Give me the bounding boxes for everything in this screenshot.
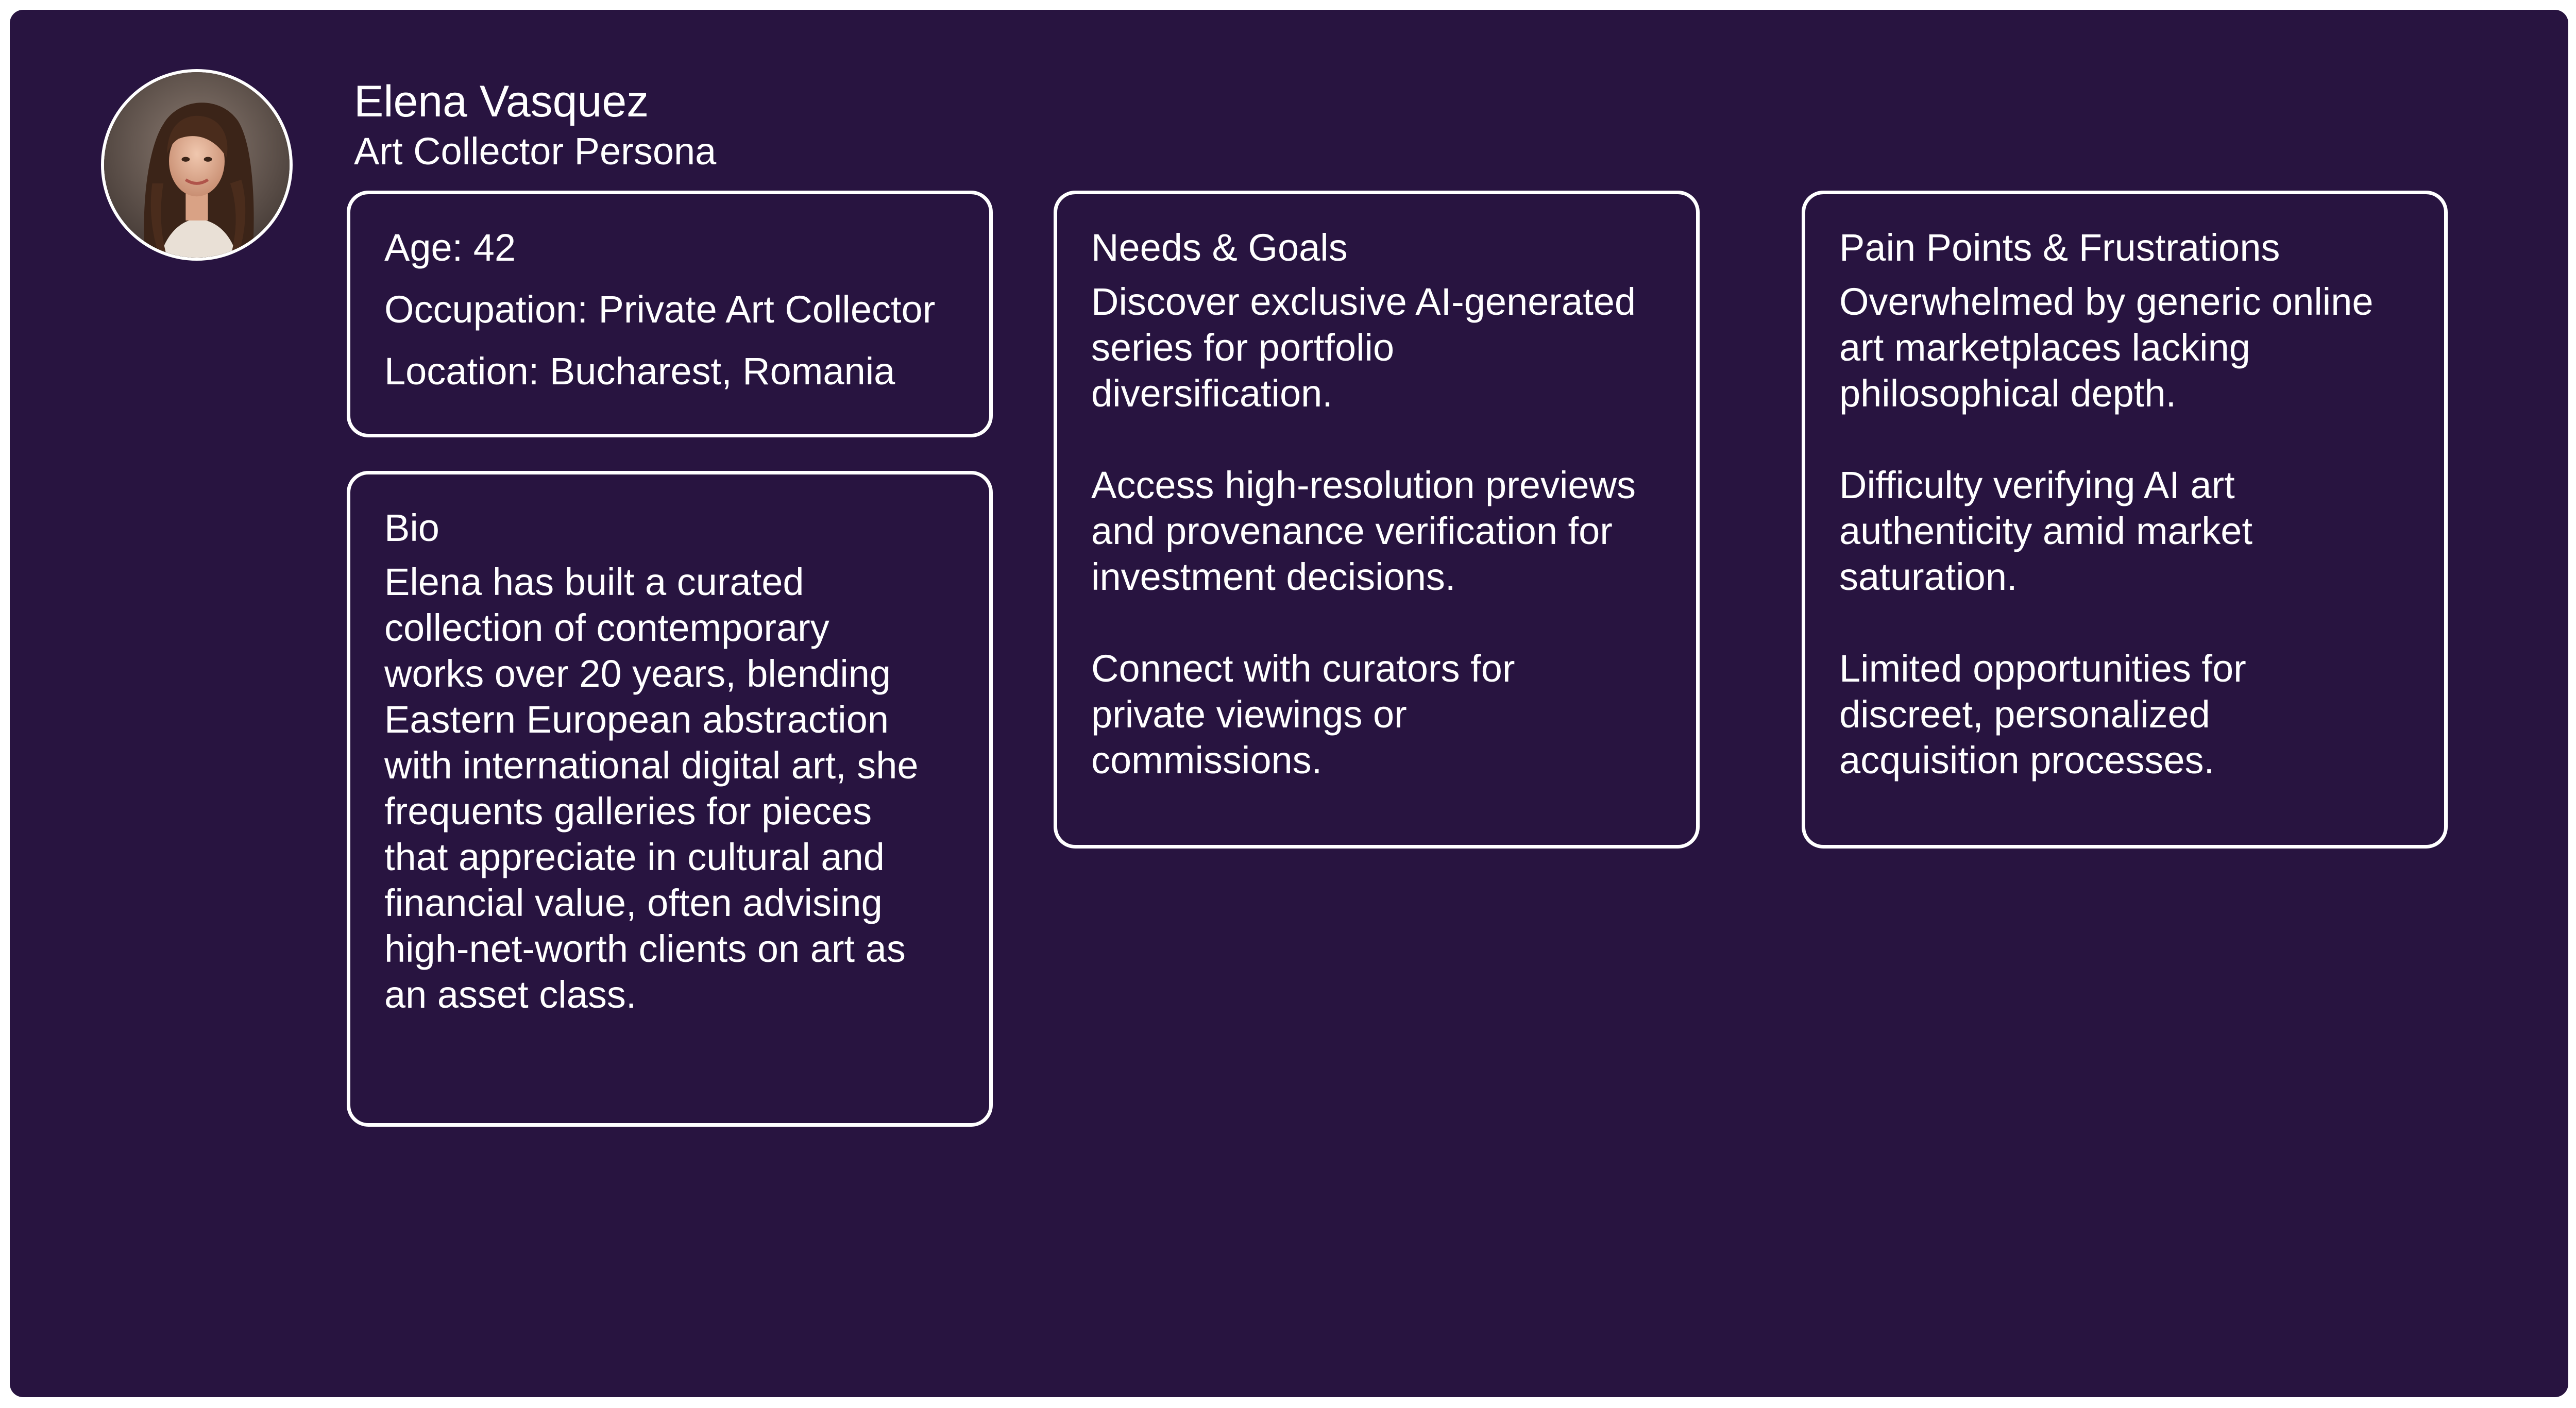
pains-title: Pain Points & Frustrations: [1839, 226, 2280, 269]
pains-item: [1839, 462, 2444, 600]
age-text: Age: 42: [384, 226, 516, 269]
pains-line: saturation.: [1839, 555, 2018, 598]
needs-line: commissions.: [1091, 739, 1323, 782]
persona-name: Elena Vasquez: [354, 77, 649, 126]
bio-line: works over 20 years, blending: [384, 652, 891, 695]
needs-item: [1091, 646, 1696, 783]
bio-line: frequents galleries for pieces: [384, 790, 872, 833]
bio-line: high-net-worth clients on art as: [384, 927, 906, 970]
bio-line: Elena has built a curated: [384, 561, 804, 603]
needs-line: private viewings or: [1091, 693, 1407, 736]
occupation-text: Occupation: Private Art Collector: [384, 288, 936, 331]
persona-canvas: [10, 10, 2568, 1397]
needs-line: Access high-resolution previews: [1091, 464, 1636, 506]
needs-line: investment decisions.: [1091, 555, 1456, 598]
needs-card: [1054, 191, 1700, 849]
needs-item: [1091, 279, 1696, 416]
bio-line: that appreciate in cultural and: [384, 836, 885, 878]
location-text: Location: Bucharest, Romania: [384, 350, 895, 393]
pains-item: [1839, 279, 2444, 416]
bio-line: Eastern European abstraction: [384, 698, 889, 741]
needs-title: Needs & Goals: [1091, 226, 1348, 269]
persona-role: Art Collector Persona: [354, 130, 717, 173]
needs-item: [1091, 462, 1696, 600]
pains-line: Limited opportunities for: [1839, 647, 2246, 690]
pains-line: discreet, personalized: [1839, 693, 2210, 736]
bio-line: collection of contemporary: [384, 606, 829, 649]
bio-text: [384, 559, 989, 1017]
pains-line: art marketplaces lacking: [1839, 326, 2250, 369]
needs-line: series for portfolio: [1091, 326, 1395, 369]
bio-card: [347, 471, 993, 1127]
pains-line: philosophical depth.: [1839, 372, 2177, 415]
pains-line: Difficulty verifying AI art: [1839, 464, 2235, 506]
bio-line: an asset class.: [384, 973, 637, 1016]
bio-line: with international digital art, she: [384, 744, 919, 787]
needs-line: Connect with curators for: [1091, 647, 1515, 690]
avatar: [101, 69, 293, 261]
bio-title: Bio: [384, 506, 439, 549]
needs-line: and provenance verification for: [1091, 510, 1613, 552]
bio-line: financial value, often advising: [384, 881, 883, 924]
needs-line: Discover exclusive AI-generated: [1091, 280, 1636, 323]
pains-line: acquisition processes.: [1839, 739, 2215, 782]
pains-line: authenticity amid market: [1839, 510, 2253, 552]
needs-line: diversification.: [1091, 372, 1333, 415]
portrait-photo-icon: [104, 72, 290, 258]
pains-item: [1839, 646, 2444, 783]
info-card: [347, 191, 993, 437]
pains-line: Overwhelmed by generic online: [1839, 280, 2374, 323]
pains-card: [1802, 191, 2448, 849]
